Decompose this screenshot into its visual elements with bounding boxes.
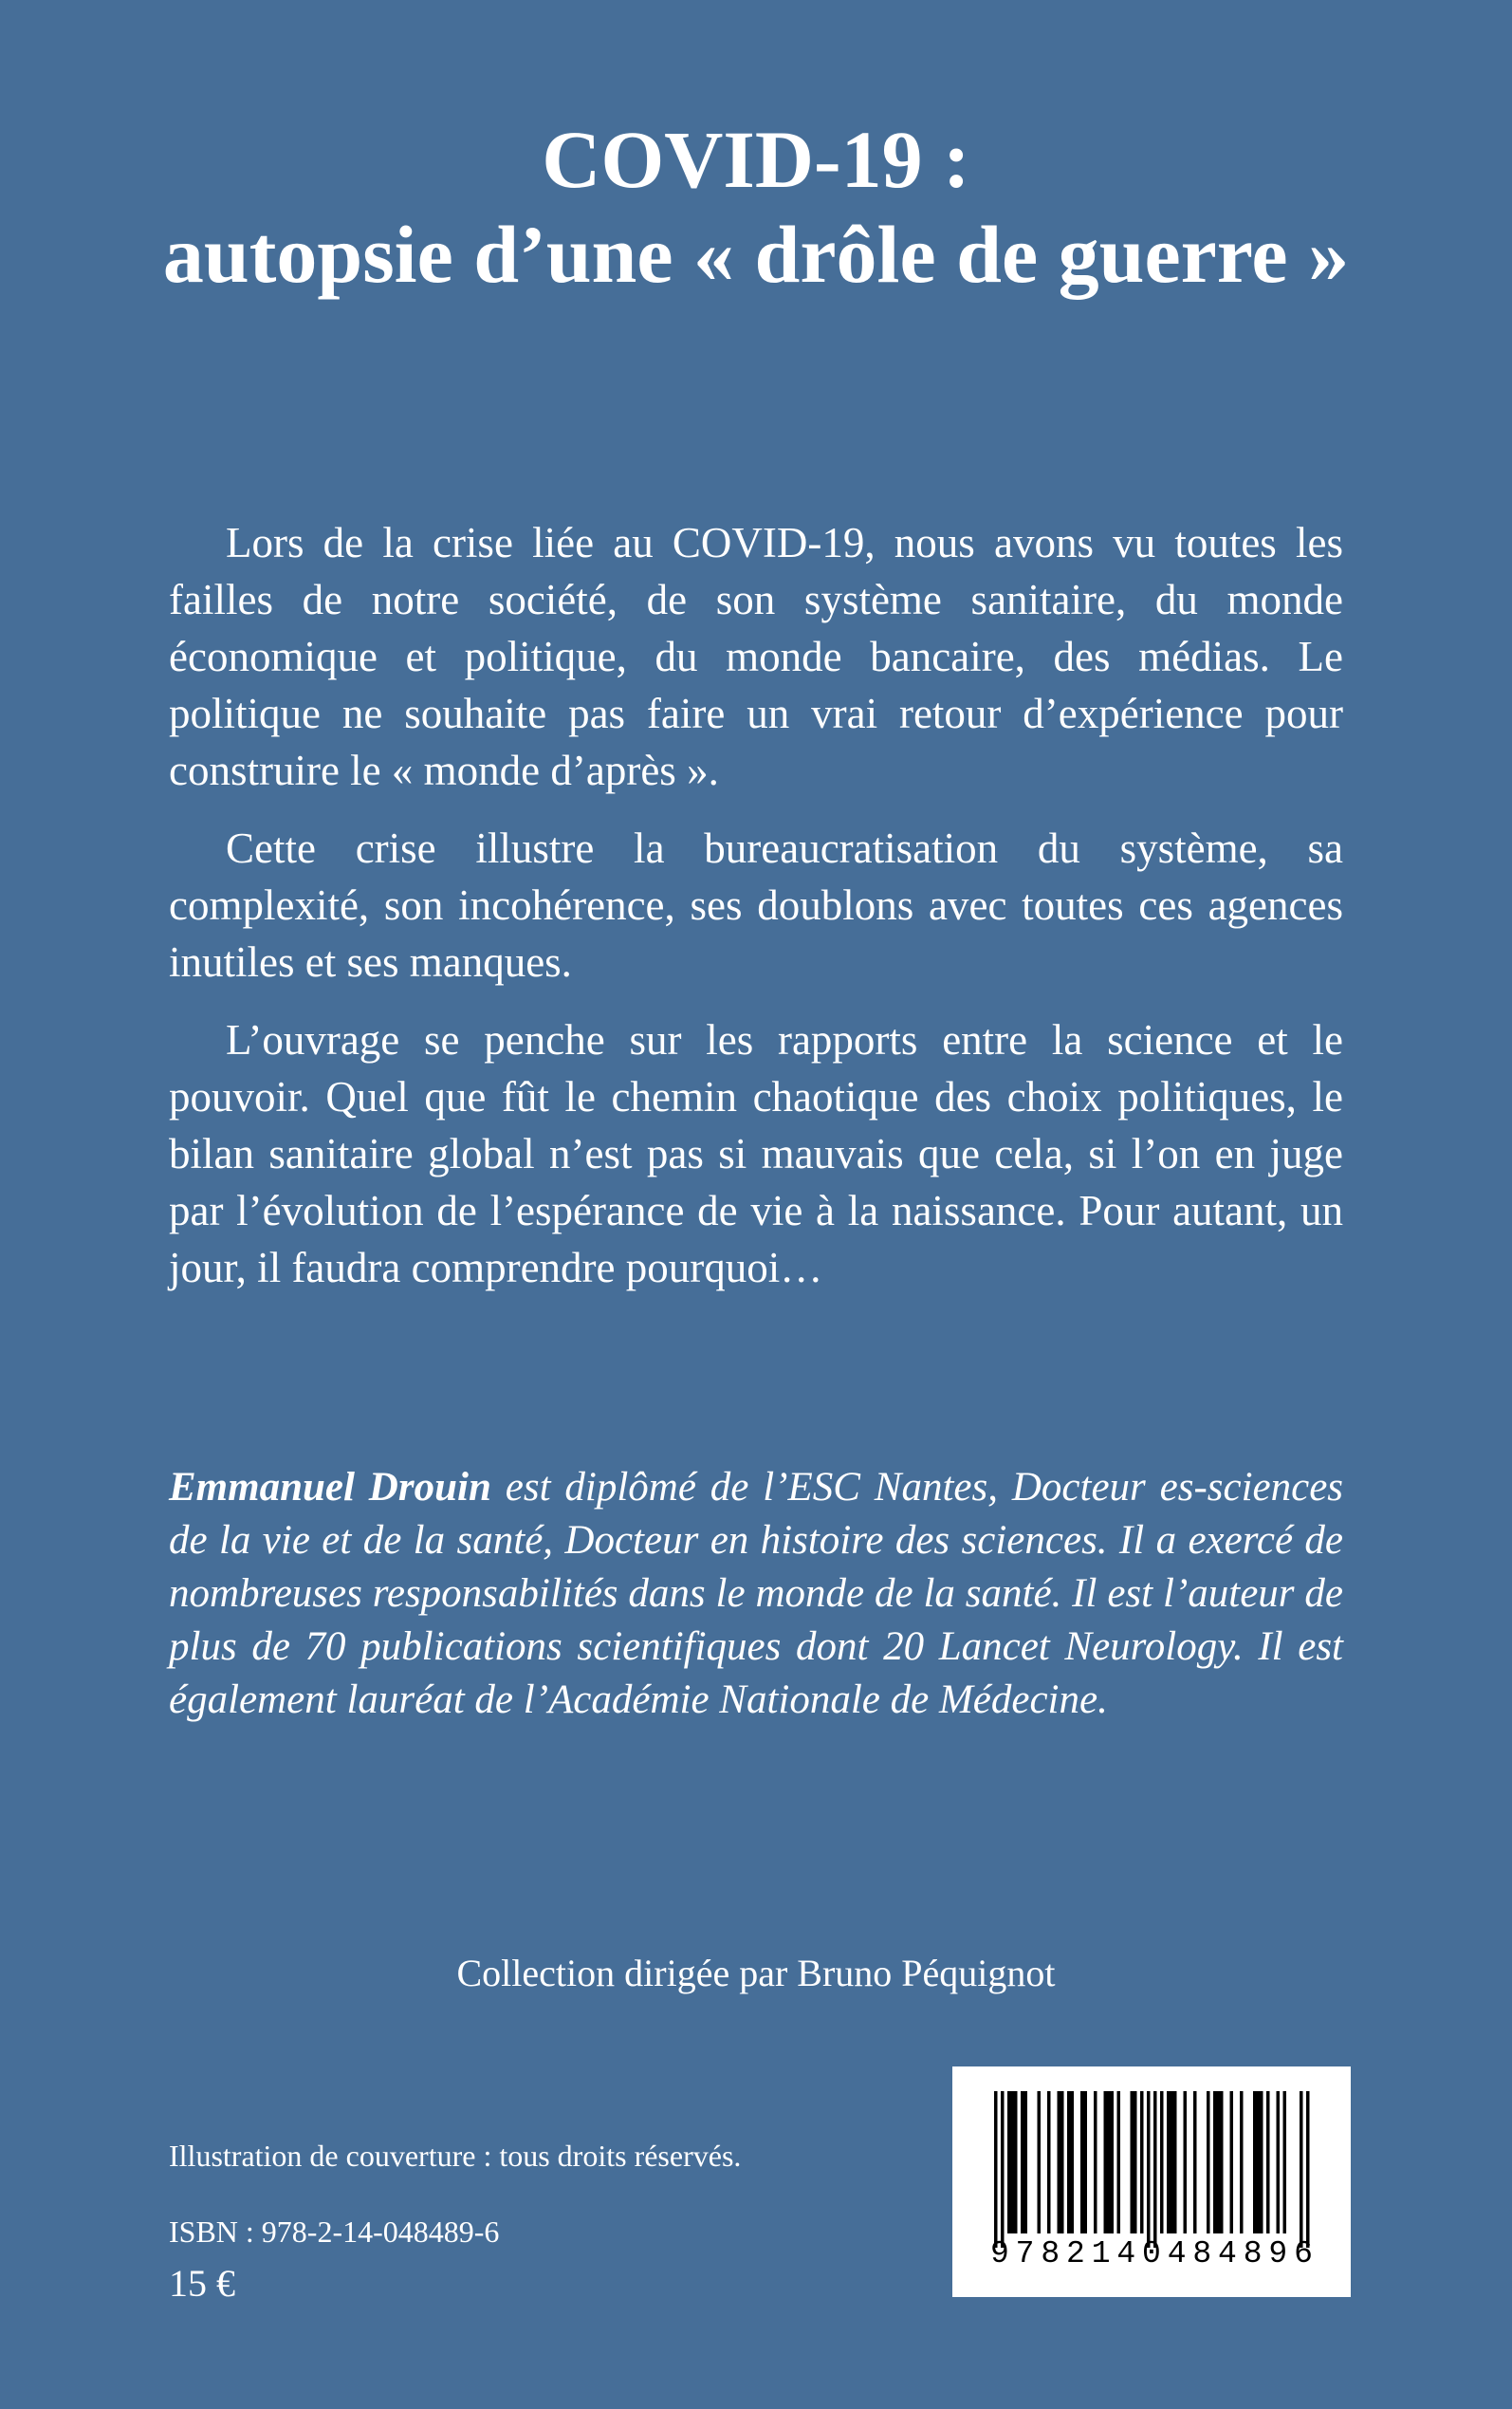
collection-credit: Collection dirigée par Bruno Péquignot — [456, 1952, 1056, 1994]
barcode-digit: 9 — [1268, 2236, 1288, 2271]
author-bio — [169, 1461, 1343, 1727]
barcode-digit: 4 — [1167, 2236, 1187, 2271]
barcode-digit: 4 — [1116, 2236, 1136, 2271]
barcode-bar — [1007, 2091, 1011, 2233]
isbn: ISBN : 978-2-14-048489-6 — [169, 2214, 500, 2249]
barcode-digit: 1 — [1091, 2236, 1111, 2271]
barcode-bar — [1131, 2091, 1134, 2233]
barcode-bar — [1193, 2091, 1197, 2233]
barcode-bar — [1001, 2091, 1005, 2248]
barcode-bar — [1104, 2091, 1108, 2233]
barcode-bar — [1266, 2091, 1270, 2233]
barcode-bar — [1058, 2091, 1061, 2233]
illustration-credit: Illustration de couverture : tous droits réservés. — [169, 2139, 742, 2173]
barcode-bar — [1060, 2091, 1064, 2233]
summary — [169, 514, 1343, 1317]
barcode-bar — [1230, 2091, 1234, 2233]
barcode-bar — [1171, 2091, 1174, 2233]
barcode-bar — [1153, 2091, 1157, 2248]
barcode-digit: 0 — [1142, 2236, 1161, 2271]
barcode-bar — [1117, 2091, 1121, 2233]
barcode-bar — [1306, 2091, 1310, 2248]
barcode-bar — [1220, 2091, 1224, 2233]
barcode-bar — [1024, 2091, 1028, 2233]
title-line-1: COVID-19 : — [542, 114, 970, 205]
barcode-bar — [1038, 2091, 1042, 2233]
barcode-bar — [1207, 2091, 1210, 2233]
barcode-bar — [1107, 2091, 1111, 2233]
summary-paragraph-1: Lors de la crise liée au COVID-19, nous avons vu toutes les failles de notre société, de son système sanitaire, du monde économique et politique, du monde bancaire, des médias. Le politique ne souhaite pas faire un vrai retour d’expérience pour construire le « monde d’après ». — [169, 519, 1343, 794]
summary-paragraph-3: L’ouvrage se penche sur les rapports entre la science et le pouvoir. Quel que fût le chemin chaotique des choix politiques, le bilan sanitaire global n’est pas si mauvais que cela, si l’on en juge par l’évolution de l’espérance de vie à la naissance. Pour autant, un jour, il faudra comprendre pourquoi… — [169, 1016, 1343, 1291]
barcode-bar — [1094, 2091, 1097, 2233]
barcode-bar — [1173, 2091, 1177, 2233]
summary-paragraph-2: Cette crise illustre la bureaucratisation du système, sa complexité, son incohérence, ses doublons avec toutes ces agences inutiles et ses manques. — [169, 825, 1343, 986]
barcode-bar — [1300, 2091, 1303, 2248]
barcode-digit: 8 — [1192, 2236, 1212, 2271]
barcode-bar — [1160, 2091, 1164, 2233]
barcode-bar — [1071, 2091, 1075, 2233]
barcode — [952, 2066, 1351, 2297]
barcode-digit: 8 — [1041, 2236, 1060, 2271]
barcode-digit: 8 — [1243, 2236, 1263, 2271]
barcode-digit: 7 — [1015, 2236, 1035, 2271]
title-line-2: autopsie d’une « drôle de guerre » — [162, 209, 1350, 300]
barcode-digit: 4 — [1218, 2236, 1237, 2271]
barcode-bar — [994, 2091, 998, 2248]
barcode-bar — [1184, 2091, 1188, 2233]
barcode-digits — [990, 2235, 1313, 2273]
barcode-digit: 2 — [1066, 2236, 1085, 2271]
author-bio-text: est diplômé de l’ESC Nantes, Docteur es-sciences de la vie et de la santé, Docteur en histoire des sciences. Il a exercé de nombreuses responsabilités dans le monde de la santé. Il est l’auteur de plus de 70 publications scientifiques dont 20 Lancet Neurology. Il est également lauréat de l’Académie Nationale de Médecine. — [169, 1465, 1344, 1722]
barcode-bar — [1084, 2091, 1088, 2233]
barcode-bar — [1047, 2091, 1051, 2233]
barcode-bar — [1021, 2091, 1024, 2233]
barcode-bar — [1011, 2091, 1015, 2233]
barcode-digit: 9 — [990, 2236, 1009, 2271]
barcode-bar — [1111, 2091, 1115, 2233]
price: 15 € — [169, 2262, 235, 2305]
barcode-bar — [1134, 2091, 1137, 2233]
barcode-bar — [1067, 2091, 1071, 2233]
barcode-bar — [1140, 2091, 1144, 2233]
barcode-bar — [1147, 2091, 1151, 2248]
barcode-bar — [1277, 2091, 1281, 2233]
barcode-bar — [1217, 2091, 1221, 2233]
barcode-bar — [1080, 2091, 1084, 2233]
barcode-bar — [1253, 2091, 1257, 2233]
barcode-digit: 6 — [1294, 2236, 1313, 2271]
barcode-bar — [1260, 2091, 1263, 2233]
author-name: Emmanuel Drouin — [169, 1465, 491, 1510]
barcode-bar — [1014, 2091, 1018, 2233]
barcode-bar — [1257, 2091, 1261, 2233]
barcode-bar — [1240, 2091, 1244, 2233]
barcode-bar — [1167, 2091, 1171, 2233]
barcode-bar — [1213, 2091, 1217, 2233]
barcode-bar — [1283, 2091, 1287, 2233]
